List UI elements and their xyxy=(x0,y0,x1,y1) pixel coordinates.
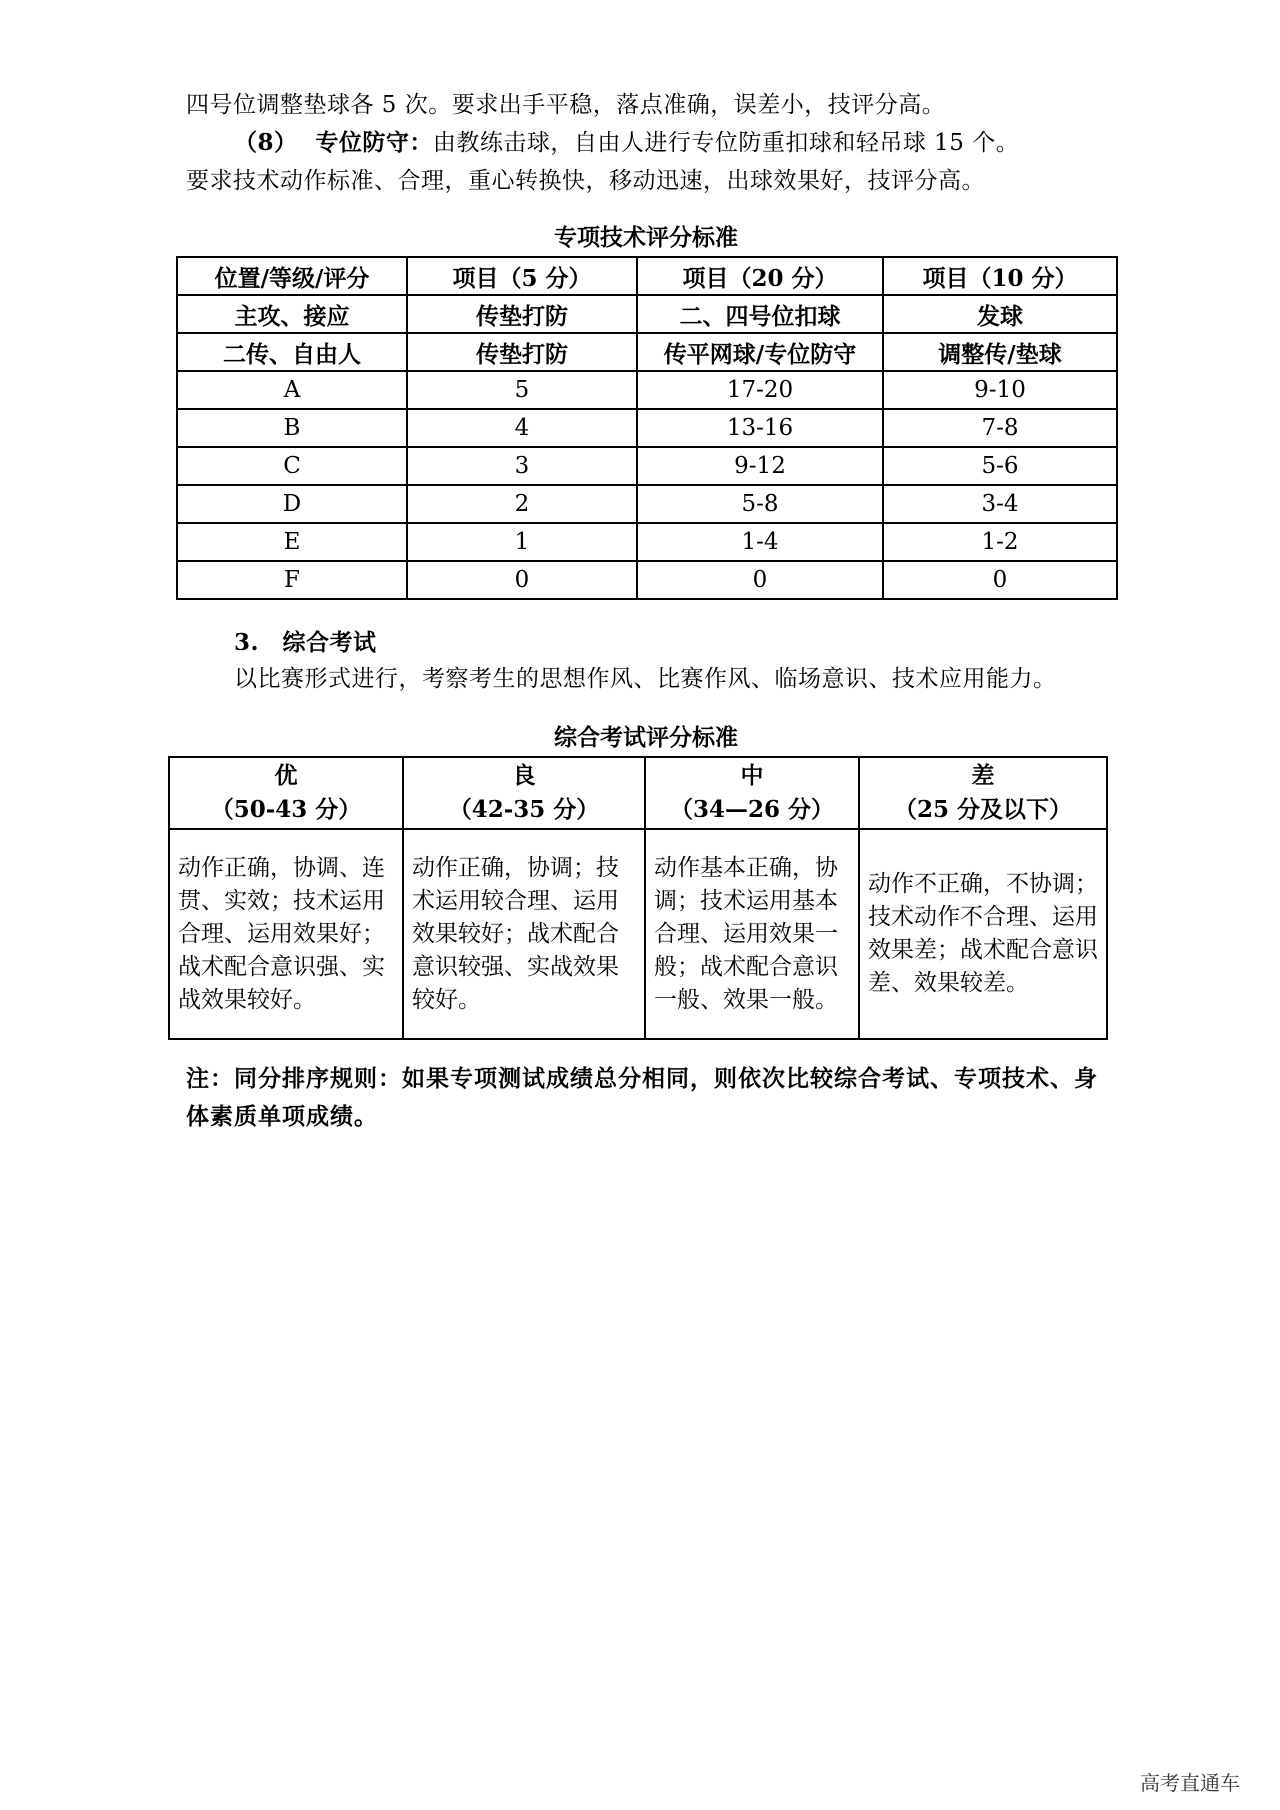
table-cell: 9-10 xyxy=(883,371,1117,409)
table-cell: 5-6 xyxy=(883,447,1117,485)
grade-label: 优 xyxy=(274,762,298,789)
table-row-setter xyxy=(177,333,1117,371)
table-cell: 5 xyxy=(407,371,637,409)
table-cell: 2 xyxy=(407,485,637,523)
grade-header-average xyxy=(645,757,859,829)
tech-table-title: 专项技术评分标准 xyxy=(554,224,738,251)
item-8-line xyxy=(234,124,1019,162)
table-cell: 传平网球/专位防守 xyxy=(637,333,883,371)
intro-line: 四号位调整垫球各 5 次。要求出手平稳，落点准确，误差小，技评分高。 xyxy=(186,92,946,118)
table-cell: 调整传/垫球 xyxy=(883,333,1117,371)
table-row xyxy=(177,371,1117,409)
grade-description-text: 动作正确，协调、连贯、实效；技术运用合理、运用效果好； 战术配合意识强、实战效果较好。 xyxy=(178,854,397,1013)
item-8-label: 专位防守： xyxy=(315,129,433,156)
grade-description-text: 动作正确，协调；技术运用较合理、运用效果较好；战术配合意识较强、实战效果较好。 xyxy=(412,854,619,1013)
grade-description xyxy=(169,829,403,1039)
table-cell: 传垫打防 xyxy=(407,333,637,371)
table-cell: 0 xyxy=(883,561,1117,599)
grade-label: 中 xyxy=(740,762,764,789)
table-cell: 二传、自由人 xyxy=(177,333,407,371)
section-3-text: 以比赛形式进行，考察考生的思想作风、比赛作风、临场意识、技术应用能力。 xyxy=(234,666,1057,692)
grade-description xyxy=(645,829,859,1039)
table-header-row xyxy=(169,757,1107,829)
table-row xyxy=(177,561,1117,599)
table-cell: 5-8 xyxy=(637,485,883,523)
table-cell: 传垫打防 xyxy=(407,295,637,333)
tech-scoring-table xyxy=(176,256,1118,600)
table-cell: 1-4 xyxy=(637,523,883,561)
table-header-cell: 项目（10 分） xyxy=(883,257,1117,295)
table-cell: E xyxy=(177,523,407,561)
grade-description-text: 动作不正确，不协调；技术动作不合理、运用效果差；战术配合意识差、效果较差。 xyxy=(868,871,1098,996)
table-cell: 主攻、接应 xyxy=(177,295,407,333)
table-cell: 3 xyxy=(407,447,637,485)
table-row xyxy=(177,485,1117,523)
table-cell: 13-16 xyxy=(637,409,883,447)
section-3-heading: 3. 综合考试 xyxy=(234,629,377,656)
table-row xyxy=(169,829,1107,1039)
table-row xyxy=(177,447,1117,485)
table-cell: 0 xyxy=(407,561,637,599)
table-cell: 0 xyxy=(637,561,883,599)
grade-description-text: 动作基本正确，协调；技术运用基本合理、运用效果一般；战术配合意识一般、效果一般。 xyxy=(654,854,838,1013)
table-cell: 9-12 xyxy=(637,447,883,485)
grade-label: 良 xyxy=(512,762,536,789)
comp-scoring-table xyxy=(168,756,1108,1040)
table-cell: 发球 xyxy=(883,295,1117,333)
grade-header-excellent xyxy=(169,757,403,829)
grade-range: （25 分及以下） xyxy=(893,796,1072,823)
table-cell: 17-20 xyxy=(637,371,883,409)
tie-break-note: 注：同分排序规则：如果专项测试成绩总分相同，则依次比较综合考试、专项技术、身体素质单项成绩。 xyxy=(186,1065,1098,1130)
grade-range: （34—26 分） xyxy=(669,796,835,823)
table-cell: F xyxy=(177,561,407,599)
grade-description xyxy=(403,829,645,1039)
table-header-row xyxy=(177,257,1117,295)
item-8-text: 由教练击球，自由人进行专位防重扣球和轻吊球 15 个。 xyxy=(432,130,1020,156)
item-8-requirements: 要求技术动作标准、合理，重心转换快，移动迅速，出球效果好，技评分高。 xyxy=(186,168,985,194)
grade-label: 差 xyxy=(971,762,995,789)
watermark: 高考直通车 xyxy=(1140,1771,1240,1795)
table-cell: 7-8 xyxy=(883,409,1117,447)
table-cell: D xyxy=(177,485,407,523)
table-row xyxy=(177,409,1117,447)
grade-header-good xyxy=(403,757,645,829)
table-cell: C xyxy=(177,447,407,485)
comp-table-title: 综合考试评分标准 xyxy=(554,724,738,751)
grade-range: （50-43 分） xyxy=(210,796,362,823)
item-8-number: （8） xyxy=(234,129,298,156)
table-cell: 二、四号位扣球 xyxy=(637,295,883,333)
grade-description xyxy=(859,829,1107,1039)
table-cell: 1 xyxy=(407,523,637,561)
grade-header-poor xyxy=(859,757,1107,829)
grade-range: （42-35 分） xyxy=(448,796,600,823)
table-cell: 3-4 xyxy=(883,485,1117,523)
table-cell: A xyxy=(177,371,407,409)
table-cell: B xyxy=(177,409,407,447)
table-row xyxy=(177,523,1117,561)
table-cell: 1-2 xyxy=(883,523,1117,561)
table-header-cell: 项目（20 分） xyxy=(637,257,883,295)
table-row-attack xyxy=(177,295,1117,333)
table-cell: 4 xyxy=(407,409,637,447)
table-header-cell: 项目（5 分） xyxy=(407,257,637,295)
table-header-cell: 位置/等级/评分 xyxy=(177,257,407,295)
